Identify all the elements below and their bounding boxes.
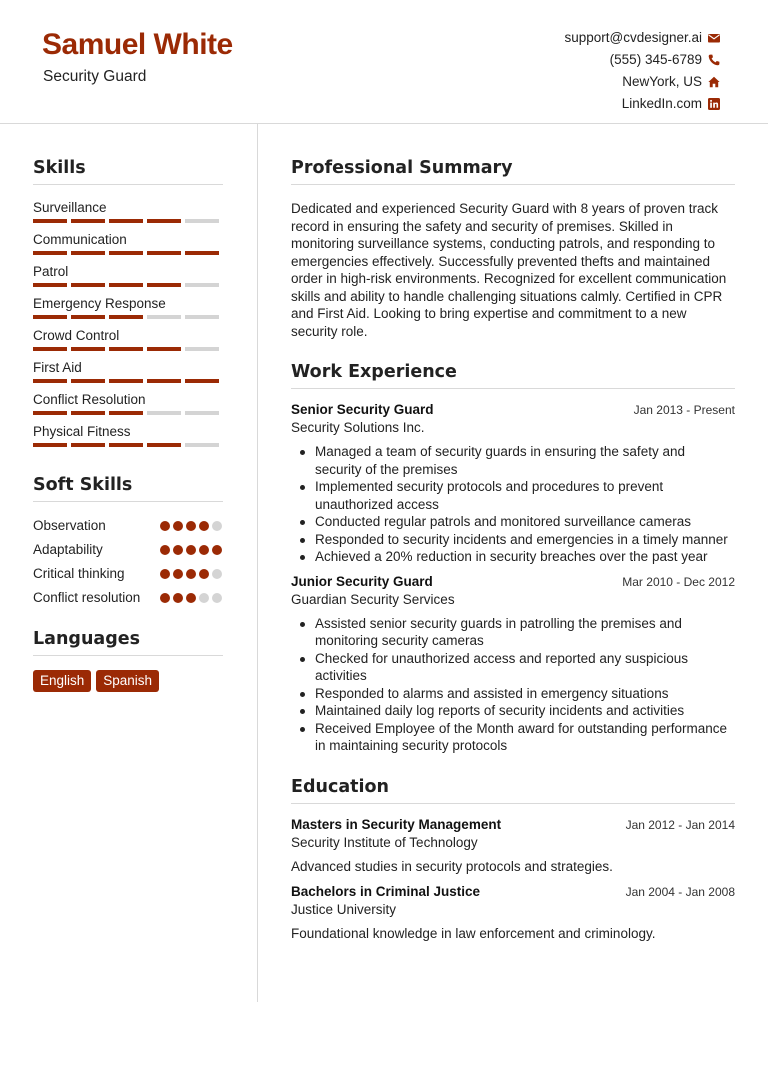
skill-level-bar [33, 379, 223, 383]
rating-dot [199, 545, 209, 555]
rating-dot [199, 521, 209, 531]
summary-text: Dedicated and experienced Security Guard with 8 years of proven track record in ensuring the safety and security of premises. Skilled in monitoring surveillance systems, conducting patrols, and responding to emergencies effectively. Successfully prevented thefts and maintained order in high-risk environments. Recognized for excellent communication skills and ability to handle challenging situations calmly. Certified in CPR and First Aid. Looking to bring expertise and commitment to a new security role. [291, 201, 727, 339]
column-divider [257, 124, 258, 1002]
rating-dot [212, 521, 222, 531]
rating-dot [173, 569, 183, 579]
skill-level-segment [33, 411, 67, 415]
soft-skill-rating [160, 541, 223, 555]
languages-section [33, 629, 223, 692]
resume-header [0, 0, 768, 124]
skill-level-segment [147, 283, 181, 287]
skill-level-segment [185, 315, 219, 319]
rating-dot [199, 593, 209, 603]
rating-dot [212, 569, 222, 579]
job-bullet: Responded to alarms and assisted in emergency situations [315, 685, 735, 703]
skill-item [33, 232, 223, 264]
soft-skill-rating [160, 517, 223, 531]
rating-dot [160, 545, 170, 555]
rating-dot [173, 545, 183, 555]
job-bullet: Achieved a 20% reduction in security breaches over the past year [315, 548, 735, 566]
education-entry [291, 884, 735, 941]
skill-item [33, 328, 223, 360]
skill-level-segment [71, 251, 105, 255]
skill-level-segment [109, 283, 143, 287]
skill-level-segment [71, 379, 105, 383]
job-bullet: Conducted regular patrols and monitored surveillance cameras [315, 513, 735, 531]
job-date: Jan 2013 - Present [633, 403, 735, 417]
rating-dot [212, 545, 222, 555]
skill-level-segment [185, 283, 219, 287]
soft-skill-item [33, 541, 223, 558]
contact-linkedin[interactable] [564, 93, 720, 115]
skill-name: First Aid [33, 360, 82, 375]
rating-dot [173, 521, 183, 531]
candidate-title: Security Guard [43, 68, 147, 85]
skill-level-segment [71, 219, 105, 223]
job-bullet: Responded to security incidents and emergencies in a timely manner [315, 531, 735, 549]
skill-item [33, 200, 223, 232]
skill-level-bar [33, 283, 223, 287]
rating-dot [199, 569, 209, 579]
skill-level-segment [71, 283, 105, 287]
skill-level-segment [185, 443, 219, 447]
soft-skill-item [33, 589, 223, 606]
skill-level-segment [147, 347, 181, 351]
rating-dot [173, 593, 183, 603]
job-entry [291, 574, 735, 755]
skill-level-segment [185, 219, 219, 223]
soft-skills-list [33, 517, 223, 606]
job-bullets [291, 443, 735, 566]
soft-skill-name: Critical thinking [33, 566, 125, 581]
skill-level-segment [185, 251, 219, 255]
skill-level-segment [185, 347, 219, 351]
language-tag: Spanish [96, 670, 159, 692]
rating-dot [160, 593, 170, 603]
left-column [33, 158, 223, 692]
skill-level-segment [147, 315, 181, 319]
linkedin-icon [708, 98, 720, 110]
school-name: Security Institute of Technology [291, 834, 478, 850]
soft-skill-item [33, 565, 223, 582]
skill-level-bar [33, 411, 223, 415]
job-bullet: Implemented security protocols and procedures to prevent unauthorized access [315, 478, 735, 513]
skill-level-segment [71, 411, 105, 415]
job-date: Mar 2010 - Dec 2012 [622, 574, 735, 589]
candidate-name: Samuel White [42, 28, 233, 61]
skill-level-segment [147, 379, 181, 383]
skill-level-segment [71, 315, 105, 319]
skill-name: Physical Fitness [33, 424, 131, 439]
work-section [291, 362, 735, 755]
summary-heading: Professional Summary [291, 158, 735, 185]
job-bullet: Received Employee of the Month award for outstanding performance in maintaining security protocols [315, 720, 735, 755]
skill-level-segment [33, 219, 67, 223]
education-date: Jan 2012 - Jan 2014 [625, 817, 735, 832]
skill-level-segment [147, 411, 181, 415]
skill-name: Patrol [33, 264, 69, 279]
skill-item [33, 296, 223, 328]
skill-level-segment [109, 219, 143, 223]
degree-title: Bachelors in Criminal Justice [291, 883, 481, 899]
education-section [291, 777, 735, 941]
soft-skills-section [33, 475, 223, 606]
education-date: Jan 2004 - Jan 2008 [625, 884, 735, 899]
contact-email[interactable] [564, 27, 720, 49]
education-entry [291, 817, 735, 874]
rating-dot [212, 593, 222, 603]
skill-level-segment [185, 379, 219, 383]
skill-level-bar [33, 347, 223, 351]
skill-level-segment [109, 379, 143, 383]
skill-level-bar [33, 443, 223, 447]
skill-item [33, 424, 223, 456]
skill-level-segment [33, 379, 67, 383]
languages-list [33, 670, 223, 692]
envelope-icon [708, 32, 720, 44]
skill-name: Crowd Control [33, 328, 120, 343]
summary-section [291, 158, 735, 340]
skills-section [33, 158, 223, 456]
rating-dot [160, 521, 170, 531]
education-description: Foundational knowledge in law enforcement and criminology. [291, 925, 656, 941]
rating-dot [186, 521, 196, 531]
skills-list [33, 200, 223, 456]
contact-info [564, 27, 720, 115]
home-icon [708, 76, 720, 88]
rating-dot [186, 593, 196, 603]
skill-level-segment [33, 315, 67, 319]
contact-phone-text: (555) 345-6789 [609, 52, 702, 67]
soft-skill-item [33, 517, 223, 534]
skill-level-segment [33, 251, 67, 255]
right-column [291, 158, 735, 941]
skill-level-segment [109, 347, 143, 351]
job-bullet: Managed a team of security guards in ensuring the safety and security of the premises [315, 443, 735, 478]
skill-level-bar [33, 251, 223, 255]
skill-level-segment [33, 283, 67, 287]
skill-level-segment [33, 347, 67, 351]
contact-email-text: support@cvdesigner.ai [564, 30, 702, 45]
skills-heading: Skills [33, 158, 223, 185]
soft-skill-rating [160, 565, 223, 579]
skill-level-segment [109, 411, 143, 415]
soft-skill-name: Adaptability [33, 542, 103, 557]
rating-dot [160, 569, 170, 579]
job-bullet: Checked for unauthorized access and reported any suspicious activities [315, 650, 735, 685]
education-heading: Education [291, 777, 735, 804]
skill-level-segment [71, 443, 105, 447]
skill-level-bar [33, 219, 223, 223]
skill-level-segment [71, 347, 105, 351]
skill-level-segment [147, 443, 181, 447]
contact-linkedin-text: LinkedIn.com [621, 96, 702, 111]
skill-name: Surveillance [33, 200, 107, 215]
skill-level-segment [109, 251, 143, 255]
skill-item [33, 264, 223, 296]
job-entry [291, 402, 735, 566]
language-tag: English [33, 670, 91, 692]
skill-item [33, 392, 223, 424]
skill-level-segment [147, 251, 181, 255]
education-description: Advanced studies in security protocols and strategies. [291, 858, 613, 874]
job-bullets [291, 615, 735, 755]
contact-phone[interactable] [564, 49, 720, 71]
job-bullet: Maintained daily log reports of security incidents and activities [315, 702, 735, 720]
contact-location [564, 71, 720, 93]
contact-location-text: NewYork, US [622, 74, 702, 89]
rating-dot [186, 545, 196, 555]
phone-icon [708, 54, 720, 66]
soft-skill-rating [160, 589, 223, 603]
skill-item [33, 360, 223, 392]
skill-level-segment [109, 443, 143, 447]
skill-level-segment [147, 219, 181, 223]
rating-dot [186, 569, 196, 579]
school-name: Justice University [291, 901, 397, 917]
skill-name: Communication [33, 232, 127, 247]
job-title: Senior Security Guard [291, 402, 434, 417]
job-title: Junior Security Guard [291, 573, 433, 589]
skill-name: Conflict Resolution [33, 392, 146, 407]
soft-skills-heading: Soft Skills [33, 475, 223, 502]
job-company: Guardian Security Services [291, 591, 455, 607]
soft-skill-name: Conflict resolution [33, 590, 141, 605]
skill-level-bar [33, 315, 223, 319]
skill-name: Emergency Response [33, 296, 166, 311]
skill-level-segment [185, 411, 219, 415]
languages-heading: Languages [33, 629, 223, 656]
work-heading: Work Experience [291, 362, 735, 389]
skill-level-segment [109, 315, 143, 319]
job-company: Security Solutions Inc. [291, 420, 425, 435]
skill-level-segment [33, 443, 67, 447]
soft-skill-name: Observation [33, 518, 106, 533]
job-bullet: Assisted senior security guards in patrolling the premises and monitoring security cameras [315, 615, 735, 650]
degree-title: Masters in Security Management [291, 816, 502, 832]
